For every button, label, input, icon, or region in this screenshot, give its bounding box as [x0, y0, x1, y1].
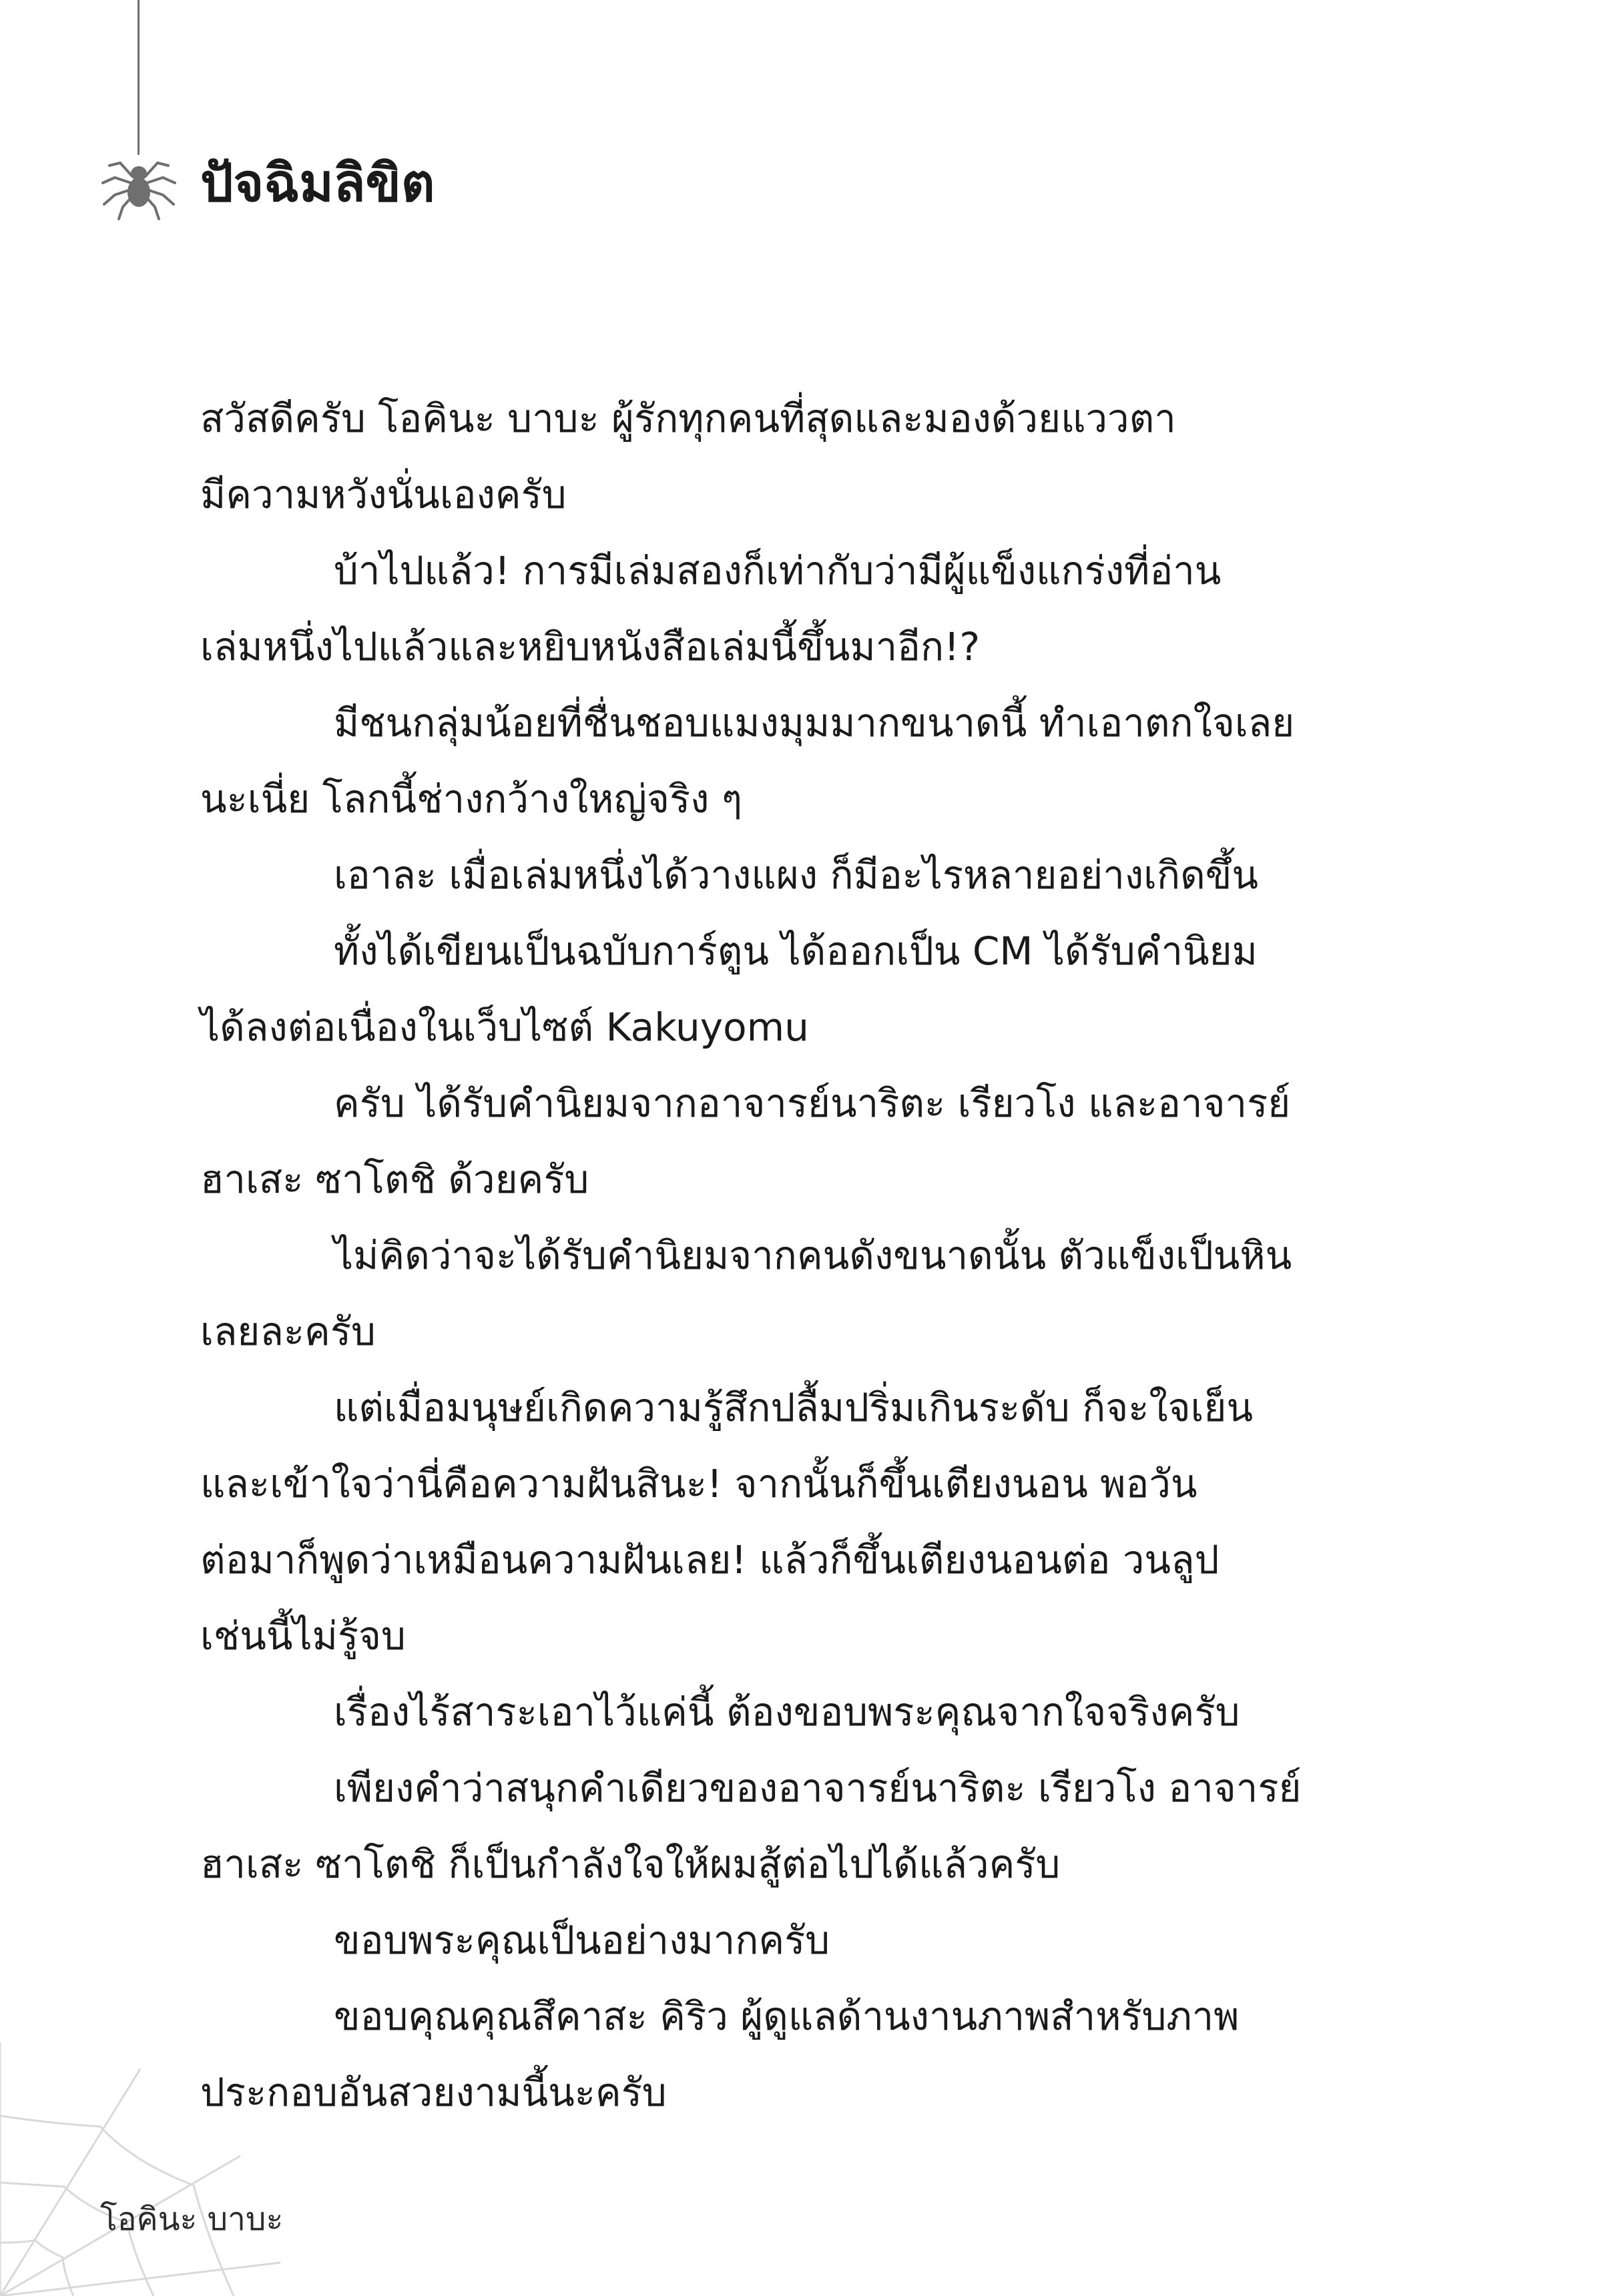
paragraph: ขอบคุณคุณสึคาสะ คิริว ผู้ดูแลด้านงานภาพสำหรับภาพ ประกอบอันสวยงามนี้นะครับ	[200, 1994, 1240, 2115]
paragraph: ทั้งได้เขียนเป็นฉบับการ์ตูน ได้ออกเป็น CM ได้รับคำนิยม ได้ลงต่อเนื่องในเว็บไซต์ Kakuyomu	[200, 928, 1258, 1050]
paragraph: แต่เมื่อมนุษย์เกิดความรู้สึกปลื้มปริ่มเกินระดับ ก็จะใจเย็น และเข้าใจว่านี่คือความฝันสินะ! จากนั้นก็ขึ้นเตียงนอน พอวัน ต่อมาก็พูดว่าเหมือนความฝันเลย! แล้วก็ขึ้นเตียงนอนต่อ วนลูป เช่นนี้ไม่รู้จบ	[200, 1385, 1254, 1659]
page-title: ปัจฉิมลิขิต	[200, 154, 435, 214]
paragraph: มีชนกลุ่มน้อยที่ชื่นชอบแมงมุมมากขนาดนี้ ทำเอาตกใจเลย นะเนี่ย โลกนี้ช่างกว้างใหญ่จริง ๆ	[200, 700, 1295, 822]
paragraph: ขอบพระคุณเป็นอย่างมากครับ	[334, 1918, 830, 1963]
spider-thread	[138, 0, 140, 155]
author-footer: โอคินะ บาบะ	[100, 2201, 284, 2238]
paragraph: ไม่คิดว่าจะได้รับคำนิยมจากคนดังขนาดนั้น ตัวแข็งเป็นหิน เลยละครับ	[200, 1233, 1292, 1354]
afterword-body	[200, 380, 1408, 2130]
spider-web-icon	[0, 2042, 280, 2296]
paragraph: เรื่องไร้สาระเอาไว้แค่นี้ ต้องขอบพระคุณจากใจจริงครับ	[334, 1689, 1240, 1735]
paragraph: เพียงคำว่าสนุกคำเดียวของอาจารย์นาริตะ เรียวโง อาจารย์ ฮาเสะ ซาโตชิ ก็เป็นกำลังใจให้ผมสู้ต่อไปได้แล้วครับ	[200, 1765, 1302, 1887]
paragraph: ครับ ได้รับคำนิยมจากอาจารย์นาริตะ เรียวโง และอาจารย์ ฮาเสะ ซาโตชิ ด้วยครับ	[200, 1081, 1291, 1202]
paragraph: เอาละ เมื่อเล่มหนึ่งได้วางแผง ก็มีอะไรหลายอย่างเกิดขึ้น	[334, 852, 1259, 898]
paragraph: สวัสดีครับ โอคินะ บาบะ ผู้รักทุกคนที่สุดและมองด้วยแววตา มีความหวังนั่นเองครับ	[200, 396, 1176, 517]
spider-icon	[100, 148, 178, 222]
paragraph: บ้าไปแล้ว! การมีเล่มสองก็เท่ากับว่ามีผู้แข็งแกร่งที่อ่าน เล่มหนึ่งไปแล้วและหยิบหนังสือเล่มนี้ขึ้นมาอีก!?	[200, 548, 1222, 669]
